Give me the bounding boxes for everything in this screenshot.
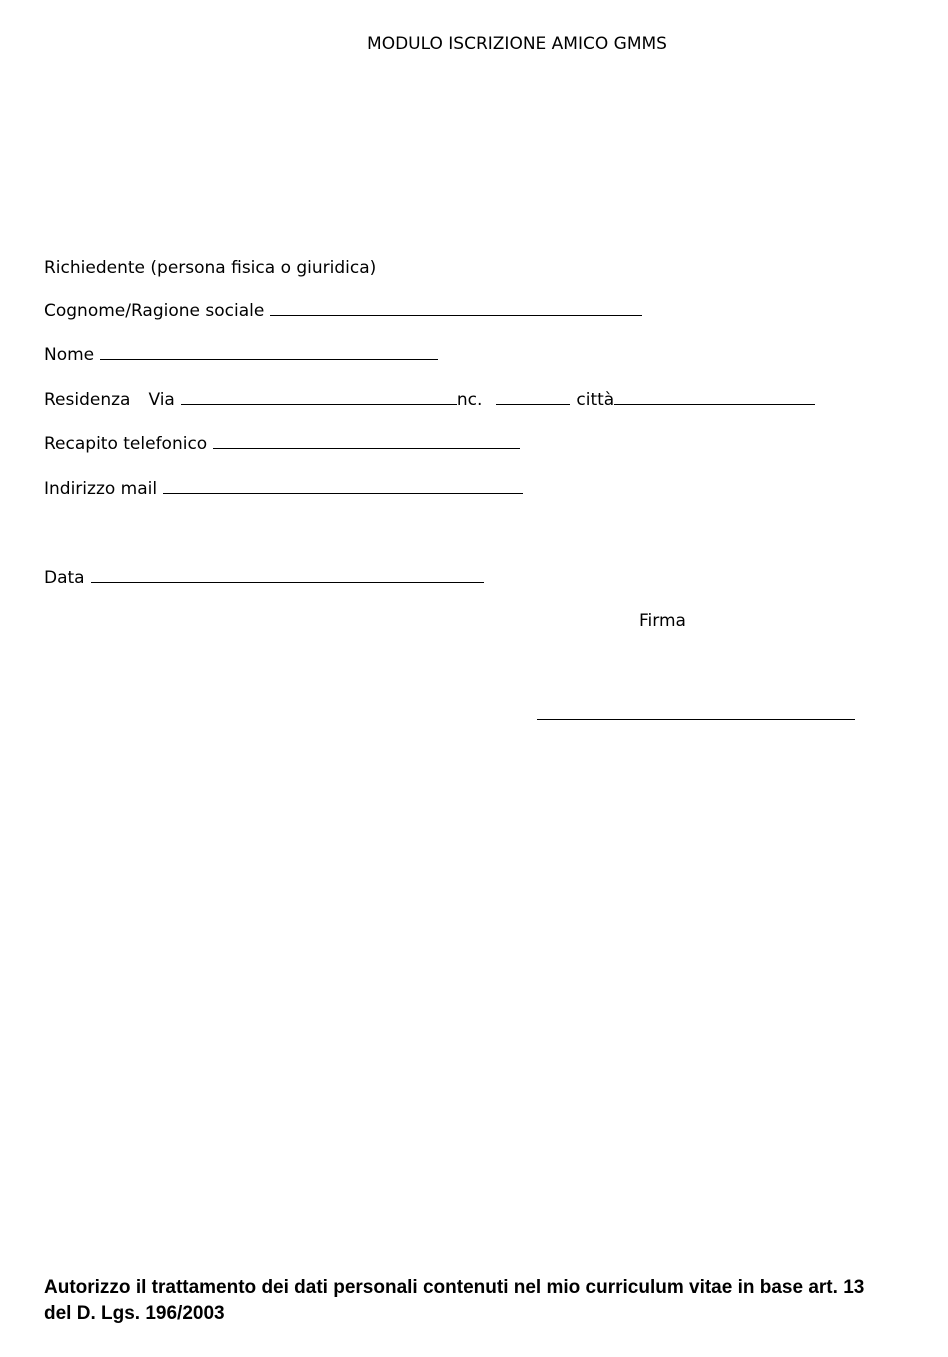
phone-field[interactable] xyxy=(213,434,520,449)
street-label: Via xyxy=(148,390,175,410)
document-title: MODULO ISCRIZIONE AMICO GMMS xyxy=(367,34,667,54)
surname-label: Cognome/Ragione sociale xyxy=(44,301,265,321)
email-label: Indirizzo mail xyxy=(44,479,158,499)
name-field[interactable] xyxy=(100,345,438,360)
phone-label: Recapito telefonico xyxy=(44,434,208,454)
privacy-consent xyxy=(44,1275,948,1327)
city-label: città xyxy=(576,390,615,410)
surname-row xyxy=(44,300,642,322)
signature-field[interactable] xyxy=(537,719,855,720)
privacy-line-1: Autorizzo il trattamento dei dati personali contenuti nel mio curriculum vitae in base art. 13 xyxy=(44,1277,865,1298)
number-label: nc. xyxy=(456,390,483,410)
number-field[interactable] xyxy=(496,390,570,405)
applicant-label: Richiedente (persona fisica o giuridica) xyxy=(44,258,377,278)
privacy-line-2: del D. Lgs. 196/2003 xyxy=(44,1303,225,1324)
date-field[interactable] xyxy=(91,568,484,583)
name-row xyxy=(44,344,438,366)
email-field[interactable] xyxy=(163,479,523,494)
street-field[interactable] xyxy=(181,390,457,405)
city-field[interactable] xyxy=(614,390,815,405)
residence-label: Residenza xyxy=(44,390,131,410)
surname-field[interactable] xyxy=(270,301,642,316)
date-row xyxy=(44,567,484,589)
phone-row xyxy=(44,433,520,455)
applicant-row xyxy=(44,257,376,279)
email-row xyxy=(44,478,523,500)
residence-row xyxy=(44,389,815,411)
signature-label: Firma xyxy=(639,611,686,631)
date-label: Data xyxy=(44,568,85,588)
name-label: Nome xyxy=(44,345,95,365)
